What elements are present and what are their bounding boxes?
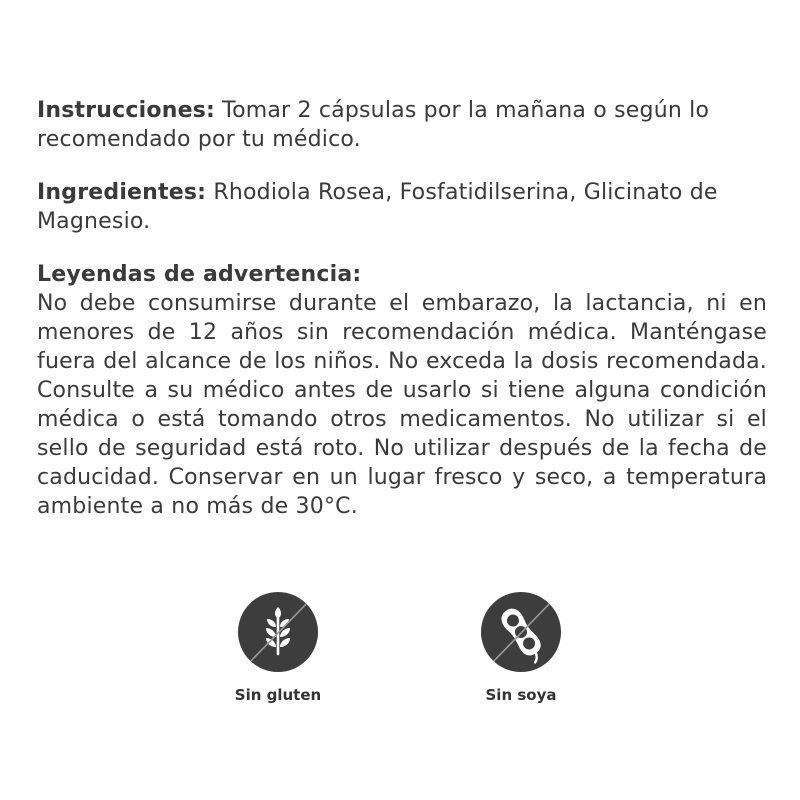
wheat-crossed-icon: [238, 592, 318, 672]
soy-free-label: Sin soya: [485, 686, 557, 704]
gluten-free-label: Sin gluten: [234, 686, 322, 704]
gluten-free-badge: [223, 592, 333, 704]
soybean-crossed-icon: [481, 592, 561, 672]
warnings-text: No debe consumirse durante el embarazo, la lactancia, ni en menores de 12 años sin recomendación médica. Manténgase fuera del alcance de los niños. No exceda la dosis recomendada. Consulte a su médico antes de usarlo si tiene alguna condición médica o está tomando otros medicamentos. No utilizar si el sello de seguridad está roto. No utilizar después de la fecha de caducidad. Conservar en un lugar fresco y seco, a temperatura ambiente a no más de 30°C.: [37, 291, 767, 519]
soy-free-badge: [466, 592, 576, 704]
warnings-heading: Leyendas de advertencia:: [37, 262, 362, 287]
ingredients-text: Rhodiola Rosea, Fosfatidilserina, Glicinato de Magnesio.: [37, 180, 718, 234]
instructions-label: Instrucciones:: [37, 98, 215, 123]
instructions-text: Tomar 2 cápsulas por la mañana o según lo recomendado por tu médico.: [37, 98, 710, 152]
instructions-paragraph: [37, 96, 737, 154]
warnings-section: [37, 260, 767, 521]
ingredients-label: Ingredientes:: [37, 180, 207, 205]
ingredients-paragraph: [37, 178, 767, 236]
